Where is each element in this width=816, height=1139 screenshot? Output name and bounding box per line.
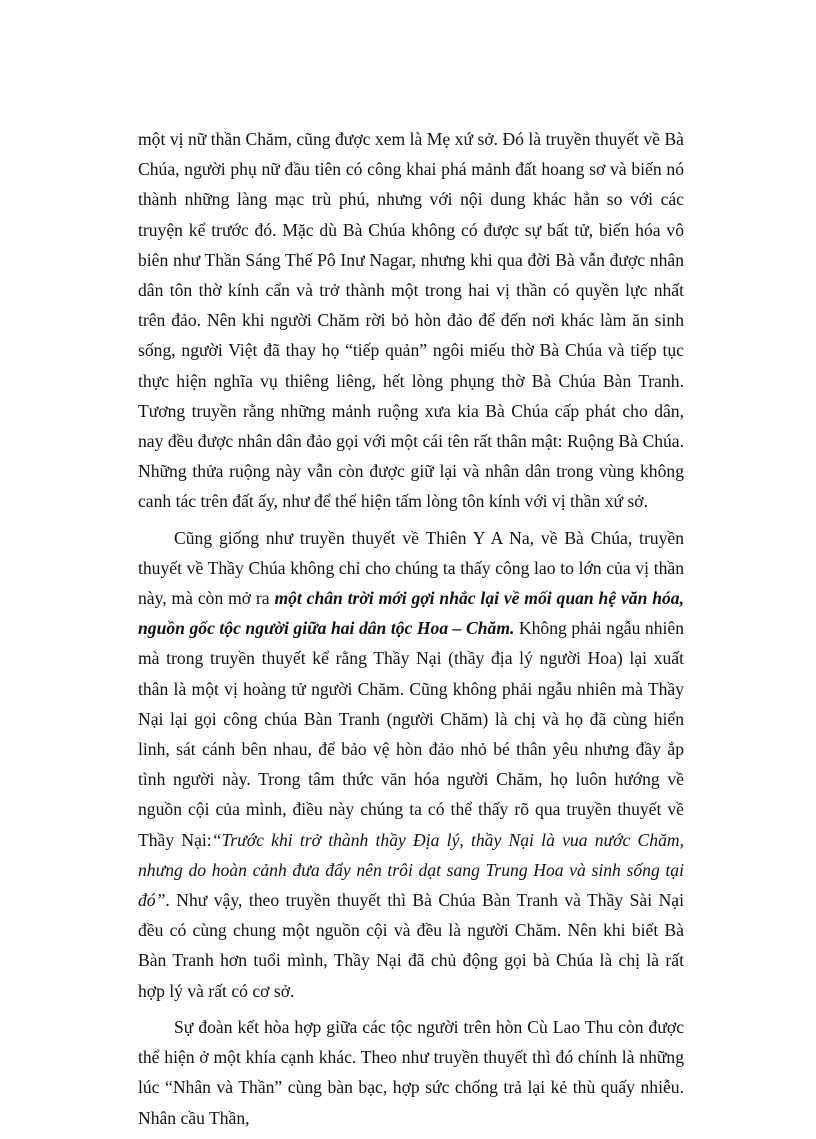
paragraph-text: một vị nữ thần Chăm, cũng được xem là Mẹ xứ sở. Đó là truyền thuyết về Bà Chúa, người phụ nữ đầu tiên có công khai phá mảnh đất hoang sơ và biến nó thành những làng mạc trù phú, nhưng với nội dung khác hẳn so với các truyện kể trước đó. Mặc dù Bà Chúa không có được sự bất tử, biến hóa vô biên như Thần Sáng Thế Pô Inư Nagar, nhưng khi qua đời Bà vẫn được nhân dân tôn thờ kính cẩn và trở thành một trong hai vị thần có quyền lực nhất trên đảo. Nên khi người Chăm rời bỏ hòn đảo để đến nơi khác làm ăn sinh sống, người Việt đã thay họ “tiếp quản” ngôi miếu thờ Bà Chúa và tiếp tục thực hiện nghĩa vụ thiêng liêng, hết lòng phụng thờ Bà Chúa Bàn Tranh. Tương truyền rằng những mảnh ruộng xưa kia Bà Chúa cấp phát cho dân, nay đều được nhân dân đảo gọi với một cái tên rất thân mật: Ruộng Bà Chúa. Những thửa ruộng này vẫn còn được giữ lại và nhân dân trong vùng không canh tác trên đất ấy, như để thể hiện tấm lòng tôn kính với vị thần xứ sở. — [138, 129, 684, 512]
paragraph-ba-chua — [138, 124, 684, 517]
emphasis-text: một chân trời mới gợi nhắc lại về mối quan hệ văn hóa, nguồn gốc tộc người giữa hai dân tộc Hoa – Chăm. — [138, 588, 684, 639]
paragraph-thay-chua — [138, 523, 684, 1006]
quotation-text: “Trước khi trở thành thầy Địa lý, thầy Nại là vua nước Chăm, nhưng do hoàn cảnh đưa đẩy nên trôi dạt sang Trung Hoa và sinh sống tại đó” — [138, 829, 684, 911]
document-page — [138, 124, 684, 1139]
paragraph-text: Không phải ngẫu nhiên mà trong truyền thuyết kể rằng Thầy Nại (thầy địa lý người Hoa) lại xuất thân là một vị hoàng tử người Chăm. Cũng không phải ngẫu nhiên mà Thầy Nại lại gọi công chúa Bàn Tranh (người Chăm) là chị và họ đã cùng hiển linh, sát cánh bên nhau, để bảo vệ hòn đảo nhỏ bé thân yêu nhưng đầy ắp tình người này. Trong tâm thức văn hóa người Chăm, họ luôn hướng về nguồn cội của mình, điều này chúng ta có thể thấy rõ qua truyền thuyết về Thầy Nại: — [138, 618, 684, 850]
paragraph-text: Cũng giống như truyền thuyết về Thiên Y A Na, về Bà Chúa, truyền thuyết về Thầy Chúa không chỉ cho chúng ta thấy công lao to lớn của vị thần này, mà còn mở ra — [138, 527, 684, 609]
paragraph-text: . Như vậy, theo truyền thuyết thì Bà Chúa Bàn Tranh và Thầy Sài Nại đều có cùng chung một nguồn cội và đều là người Chăm. Nên khi biết Bà Bàn Tranh hơn tuổi mình, Thầy Nại đã chủ động gọi bà Chúa là chị là rất hợp lý và rất có cơ sở. — [138, 890, 684, 1001]
paragraph-text: Sự đoàn kết hòa hợp giữa các tộc người trên hòn Cù Lao Thu còn được thể hiện ở một khía cạnh khác. Theo như truyền thuyết thì đó chính là những lúc “Nhân và Thần” cùng bàn bạc, hợp sức chống trả lại kẻ thù quấy nhiễu. Nhân cầu Thần, — [138, 1016, 684, 1128]
paragraph-doan-ket — [138, 1012, 684, 1133]
